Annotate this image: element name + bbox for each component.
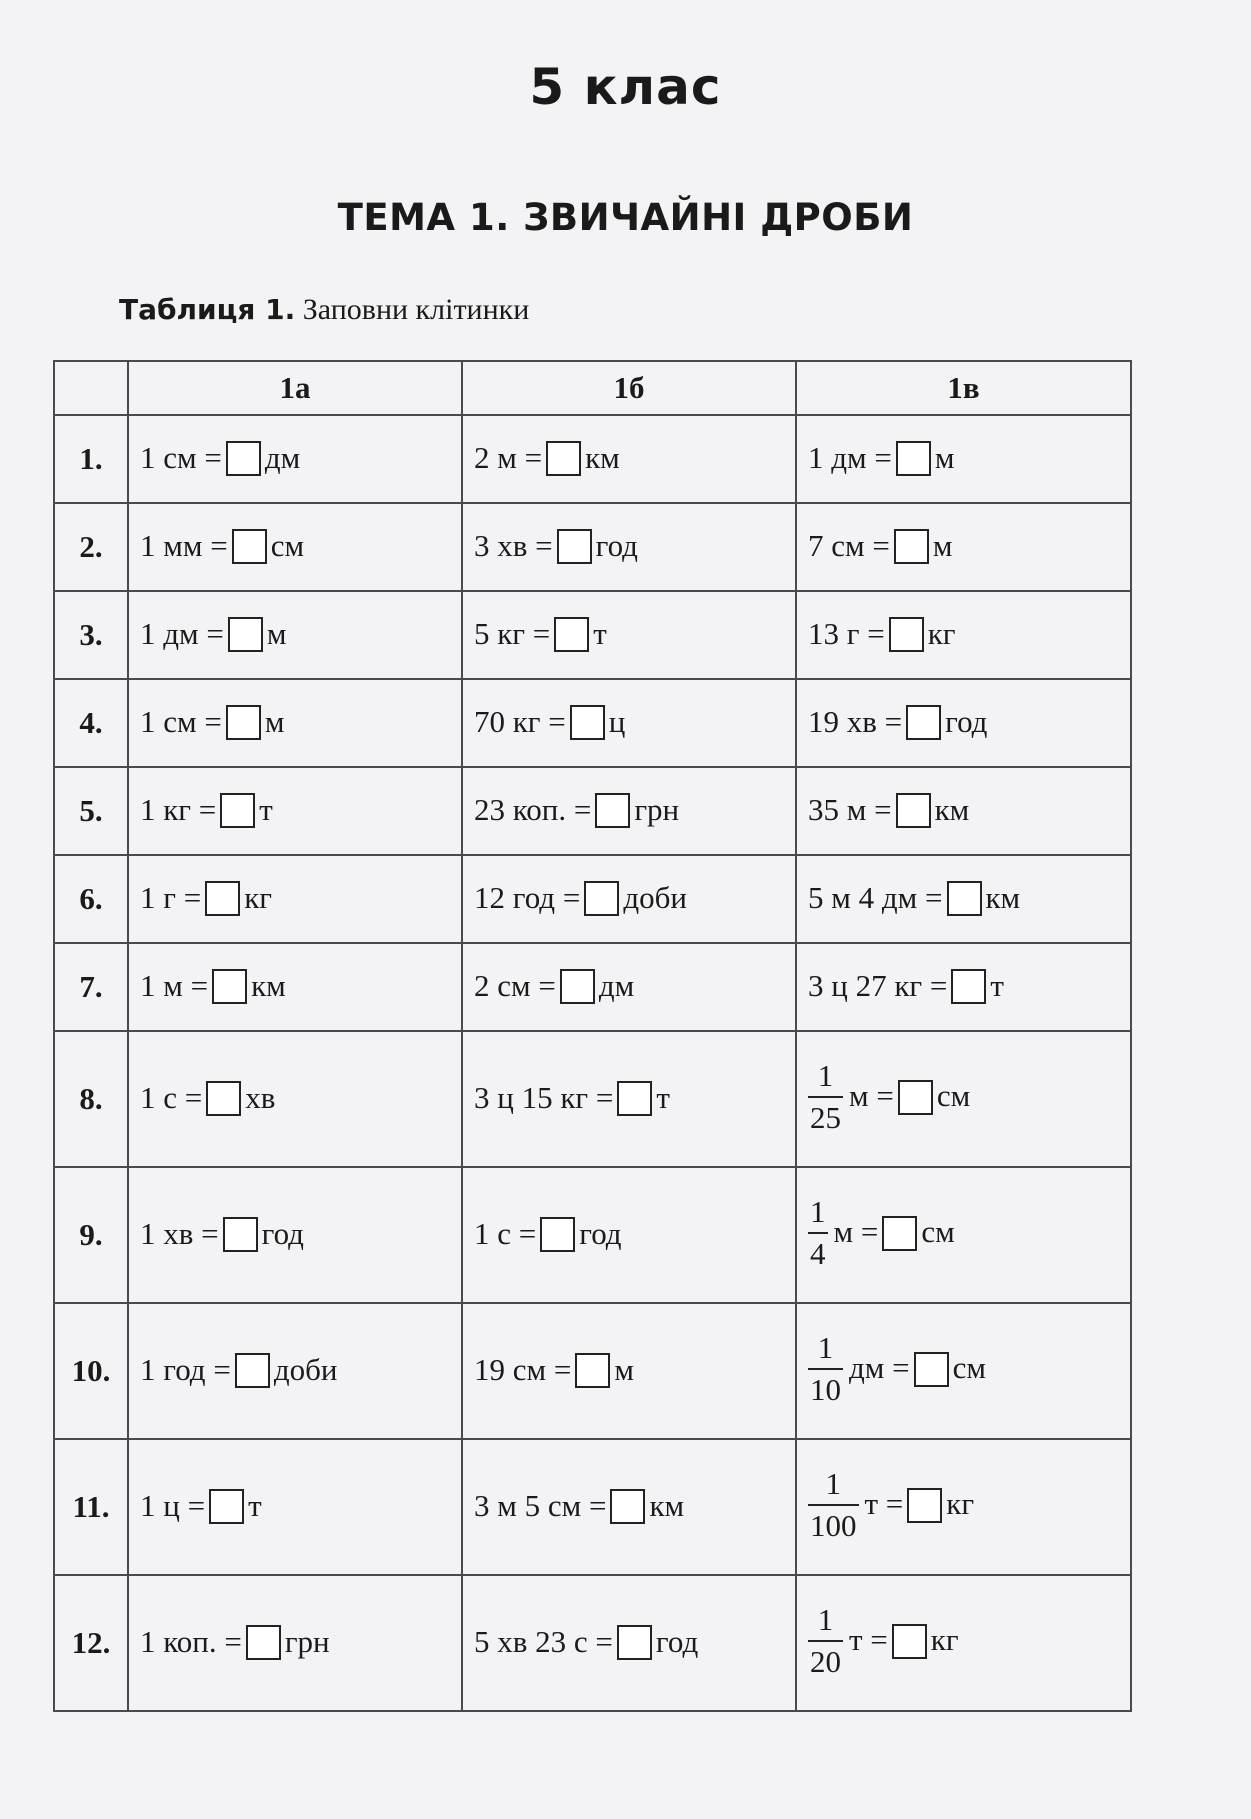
answer-box[interactable] (947, 881, 982, 916)
cell-b (462, 1031, 796, 1167)
answer-box[interactable] (610, 1489, 645, 1524)
fraction-denominator: 4 (808, 1232, 828, 1274)
row-number: 2. (54, 503, 128, 591)
expression-unit: хв (245, 1079, 276, 1115)
expression-unit: год (261, 1215, 304, 1251)
expression-unit: см (952, 1350, 987, 1386)
expression-left: 1 с = (474, 1215, 537, 1251)
cell-b (462, 943, 796, 1031)
cell-a (128, 943, 462, 1031)
expression-left: 1 г = (140, 879, 202, 915)
expression-left: 1 год = (140, 1351, 231, 1387)
table-row (54, 1031, 1131, 1167)
expression-unit: км (934, 791, 970, 827)
expression-unit: т (656, 1079, 670, 1115)
expression-unit: м (266, 615, 287, 651)
answer-box[interactable] (209, 1489, 244, 1524)
fraction (808, 1464, 859, 1546)
answer-box[interactable] (907, 1488, 942, 1523)
cell-b (462, 679, 796, 767)
expression-unit: км (649, 1487, 685, 1523)
table-row (54, 679, 1131, 767)
column-header-1c: 1в (796, 361, 1131, 415)
fraction-denominator: 10 (808, 1368, 843, 1410)
answer-box[interactable] (894, 529, 929, 564)
cell-a (128, 1439, 462, 1575)
cell-b (462, 1439, 796, 1575)
expression-unit: кг (946, 1486, 975, 1522)
expression-left: 35 м = (808, 791, 892, 827)
answer-box[interactable] (554, 617, 589, 652)
answer-box[interactable] (595, 793, 630, 828)
answer-box[interactable] (617, 1625, 652, 1660)
cell-b (462, 503, 796, 591)
expression-left: 1 дм = (808, 439, 892, 475)
cell-a (128, 503, 462, 591)
expression-unit: см (936, 1078, 971, 1114)
expression-left: 19 хв = (808, 703, 903, 739)
cell-c (796, 1031, 1131, 1167)
table-row (54, 943, 1131, 1031)
cell-a (128, 1303, 462, 1439)
grade-heading: 5 клас (529, 58, 722, 116)
fraction-numerator: 1 (817, 1330, 834, 1365)
expression-unit: т (259, 791, 273, 827)
expression-left: м = (849, 1078, 894, 1114)
answer-box[interactable] (557, 529, 592, 564)
cell-c (796, 503, 1131, 591)
table-row (54, 855, 1131, 943)
fraction (808, 1328, 843, 1410)
row-number: 7. (54, 943, 128, 1031)
expression-unit: м (614, 1351, 634, 1387)
answer-box[interactable] (540, 1217, 575, 1252)
expression-left: м = (833, 1214, 879, 1250)
fraction-numerator: 1 (810, 1194, 826, 1229)
expression-unit: доби (623, 879, 687, 915)
topic-heading: ТЕМА 1. ЗВИЧАЙНІ ДРОБИ (337, 196, 914, 239)
expression-unit: см (270, 527, 305, 563)
answer-box[interactable] (205, 881, 240, 916)
expression-left: 13 г = (808, 615, 885, 651)
answer-box[interactable] (232, 529, 267, 564)
row-number: 12. (54, 1575, 128, 1711)
answer-box[interactable] (226, 441, 261, 476)
cell-c (796, 415, 1131, 503)
expression-unit: м (264, 703, 285, 739)
expression-left: 2 м = (474, 439, 543, 475)
cell-c (796, 943, 1131, 1031)
cell-a (128, 1167, 462, 1303)
expression-left: 5 кг = (474, 615, 551, 651)
expression-unit: год (655, 1623, 699, 1659)
cell-b (462, 1575, 796, 1711)
answer-box[interactable] (212, 969, 247, 1004)
table-row (54, 503, 1131, 591)
answer-box[interactable] (575, 1353, 610, 1388)
column-header-1b: 1б (462, 361, 796, 415)
cell-b (462, 415, 796, 503)
answer-box[interactable] (906, 705, 941, 740)
answer-box[interactable] (898, 1080, 933, 1115)
expression-left: 1 м = (140, 967, 209, 1003)
cell-c (796, 1167, 1131, 1303)
cell-a (128, 415, 462, 503)
answer-box[interactable] (892, 1624, 927, 1659)
expression-left: 1 коп. = (140, 1623, 242, 1659)
expression-unit: ц (608, 703, 626, 739)
expression-unit: год (579, 1215, 622, 1251)
caption-text: Заповни клітинки (295, 293, 530, 326)
conversion-table (53, 360, 1132, 1712)
row-number: 9. (54, 1167, 128, 1303)
cell-b (462, 1167, 796, 1303)
expression-left: 3 хв = (474, 527, 553, 563)
cell-c (796, 1303, 1131, 1439)
expression-left: 70 кг = (474, 703, 566, 739)
cell-a (128, 1575, 462, 1711)
expression-unit: грн (284, 1623, 330, 1659)
fraction (808, 1056, 843, 1138)
answer-box[interactable] (220, 793, 255, 828)
fraction-denominator: 100 (808, 1504, 859, 1546)
cell-c (796, 1575, 1131, 1711)
table-row (54, 591, 1131, 679)
expression-left: 3 ц 15 кг = (474, 1079, 614, 1115)
row-number: 1. (54, 415, 128, 503)
expression-unit: т (248, 1487, 262, 1523)
answer-box[interactable] (206, 1081, 241, 1116)
row-number: 5. (54, 767, 128, 855)
expression-unit: км (251, 967, 286, 1003)
expression-unit: км (985, 879, 1021, 915)
fraction-denominator: 25 (808, 1096, 843, 1138)
expression-unit: доби (273, 1351, 338, 1387)
expression-left: 1 ц = (140, 1487, 206, 1523)
fraction (808, 1600, 843, 1682)
expression-left: дм = (849, 1350, 910, 1386)
answer-box[interactable] (914, 1352, 949, 1387)
expression-left: 1 хв = (140, 1215, 219, 1251)
expression-left: 23 коп. = (474, 791, 592, 827)
table-row (54, 1303, 1131, 1439)
answer-box[interactable] (889, 617, 924, 652)
answer-box[interactable] (617, 1081, 652, 1116)
expression-left: 1 см = (140, 703, 222, 739)
cell-c (796, 591, 1131, 679)
expression-unit: год (945, 703, 988, 739)
table-row (54, 415, 1131, 503)
table-row (54, 1167, 1131, 1303)
expression-unit: кг (244, 879, 272, 915)
answer-box[interactable] (896, 793, 931, 828)
expression-left: 1 кг = (140, 791, 217, 827)
expression-unit: м (934, 439, 955, 475)
column-header-1a: 1а (128, 361, 462, 415)
answer-box[interactable] (235, 1353, 270, 1388)
expression-unit: кг (930, 1622, 959, 1658)
answer-box[interactable] (882, 1216, 917, 1251)
answer-box[interactable] (228, 617, 263, 652)
answer-box[interactable] (951, 969, 986, 1004)
expression-unit: кг (927, 615, 956, 651)
cell-a (128, 679, 462, 767)
expression-left: 1 дм = (140, 615, 224, 651)
expression-unit: см (921, 1214, 955, 1250)
row-number: 3. (54, 591, 128, 679)
expression-left: 12 год = (474, 879, 581, 915)
table-row (54, 767, 1131, 855)
expression-left: 1 мм = (140, 527, 228, 563)
expression-unit: дм (264, 439, 301, 475)
row-number: 11. (54, 1439, 128, 1575)
expression-unit: год (595, 527, 638, 563)
row-number: 10. (54, 1303, 128, 1439)
answer-box[interactable] (546, 441, 581, 476)
cell-a (128, 1031, 462, 1167)
fraction-numerator: 1 (825, 1466, 841, 1501)
table-caption (119, 293, 529, 327)
expression-left: 3 ц 27 кг = (808, 967, 948, 1003)
answer-box[interactable] (223, 1217, 258, 1252)
expression-left: т = (849, 1622, 888, 1658)
expression-unit: т (593, 615, 607, 651)
row-number: 8. (54, 1031, 128, 1167)
expression-unit: т (990, 967, 1004, 1003)
expression-left: 5 хв 23 с = (474, 1623, 613, 1659)
expression-unit: дм (598, 967, 635, 1003)
header-corner (54, 361, 128, 415)
answer-box[interactable] (246, 1625, 281, 1660)
answer-box[interactable] (570, 705, 605, 740)
expression-unit: грн (634, 791, 680, 827)
table-row (54, 1575, 1131, 1711)
expression-left: 1 с = (140, 1079, 203, 1115)
cell-b (462, 767, 796, 855)
expression-left: 5 м 4 дм = (808, 879, 943, 915)
cell-a (128, 591, 462, 679)
expression-left: 3 м 5 см = (474, 1487, 607, 1523)
table-row (54, 1439, 1131, 1575)
expression-left: 2 см = (474, 967, 556, 1003)
expression-left: 1 см = (140, 439, 222, 475)
row-number: 4. (54, 679, 128, 767)
fraction-numerator: 1 (817, 1058, 834, 1093)
expression-unit: км (585, 439, 620, 475)
answer-box[interactable] (226, 705, 261, 740)
cell-b (462, 1303, 796, 1439)
cell-c (796, 1439, 1131, 1575)
cell-b (462, 855, 796, 943)
fraction-numerator: 1 (817, 1602, 834, 1637)
cell-a (128, 767, 462, 855)
cell-c (796, 767, 1131, 855)
row-number: 6. (54, 855, 128, 943)
answer-box[interactable] (896, 441, 931, 476)
expression-left: 19 см = (474, 1351, 572, 1387)
cell-c (796, 855, 1131, 943)
expression-left: 7 см = (808, 527, 890, 563)
cell-a (128, 855, 462, 943)
cell-b (462, 591, 796, 679)
expression-unit: м (932, 527, 953, 563)
fraction-denominator: 20 (808, 1640, 843, 1682)
answer-box[interactable] (584, 881, 619, 916)
caption-label: Таблиця 1. (119, 293, 296, 326)
expression-left: т = (864, 1486, 904, 1522)
cell-c (796, 679, 1131, 767)
fraction (808, 1192, 828, 1274)
answer-box[interactable] (560, 969, 595, 1004)
